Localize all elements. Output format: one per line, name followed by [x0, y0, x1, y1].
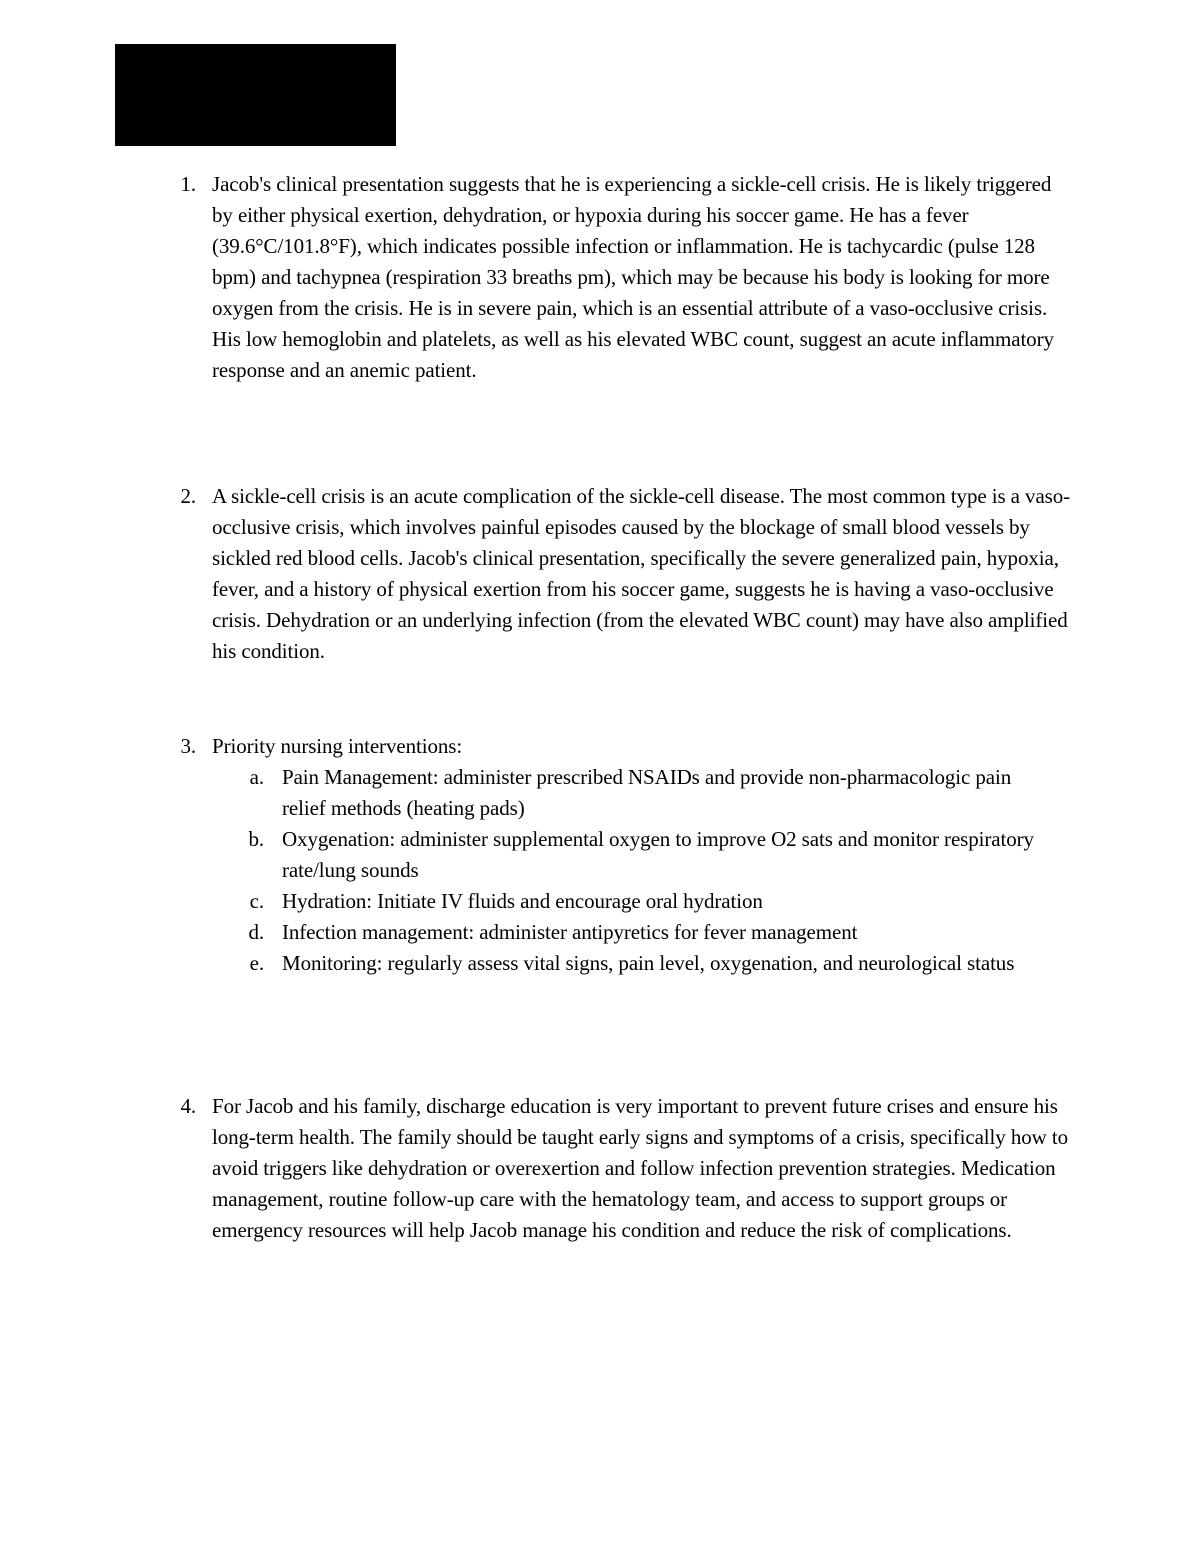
- intervention-text: Pain Management: administer prescribed NSAIDs and provide non-pharmacologic pain relief methods (heating pads): [282, 765, 1012, 820]
- intervention-letter: b.: [248, 827, 264, 851]
- intervention-item: [247, 886, 1047, 917]
- intervention-text: Hydration: Initiate IV fluids and encourage oral hydration: [282, 889, 763, 913]
- intervention-text: Monitoring: regularly assess vital signs, pain level, oxygenation, and neurological status: [282, 951, 1015, 975]
- item-text: Jacob's clinical presentation suggests that he is experiencing a sickle-cell crisis. He is likely triggered by either physical exertion, dehydration, or hypoxia during his soccer game. He has a fever (39.6°C/101.8°F), which indicates possible infection or inflammation. He is tachycardic (pulse 128 bpm) and tachypnea (respiration 33 breaths pm), which may be because his body is looking for more oxygen from the crisis. He is in severe pain, which is an essential attribute of a vaso-occlusive crisis. His low hemoglobin and platelets, as well as his elevated WBC count, suggest an acute inflammatory response and an anemic patient.: [212, 172, 1054, 382]
- item-number: 2.: [180, 484, 196, 508]
- intervention-item: [247, 917, 1047, 948]
- item-text: For Jacob and his family, discharge education is very important to prevent future crises and ensure his long-term health. The family should be taught early signs and symptoms of a crisis, specifically how to avoid triggers like dehydration or overexertion and follow infection prevention strategies. Medication management, routine follow-up care with the hematology team, and access to support groups or emergency resources will help Jacob manage his condition and reduce the risk of complications.: [212, 1094, 1068, 1242]
- item-number: 1.: [180, 172, 196, 196]
- item-text: A sickle-cell crisis is an acute complication of the sickle-cell disease. The most common type is a vaso-occlusive crisis, which involves painful episodes caused by the blockage of small blood vessels by sickled red blood cells. Jacob's clinical presentation, specifically the severe generalized pain, hypoxia, fever, and a history of physical exertion from his soccer game, suggests he is having a vaso-occlusive crisis. Dehydration or an underlying infection (from the elevated WBC count) may have also amplified his condition.: [212, 484, 1071, 663]
- intervention-letter: e.: [249, 951, 264, 975]
- intervention-letter: a.: [249, 765, 264, 789]
- intervention-text: Oxygenation: administer supplemental oxygen to improve O2 sats and monitor respiratory rate/lung sounds: [282, 827, 1034, 882]
- intervention-item: [247, 762, 1047, 824]
- intervention-letter: d.: [248, 920, 264, 944]
- intervention-text: Infection management: administer antipyretics for fever management: [282, 920, 858, 944]
- item-number: 4.: [180, 1094, 196, 1118]
- intervention-list: [247, 762, 1047, 979]
- item-number: 3.: [180, 734, 196, 758]
- intervention-item: [247, 948, 1047, 979]
- redacted-header-block: [115, 44, 396, 146]
- intervention-item: [247, 824, 1047, 886]
- item-text: Priority nursing interventions:: [212, 734, 463, 758]
- intervention-letter: c.: [249, 889, 264, 913]
